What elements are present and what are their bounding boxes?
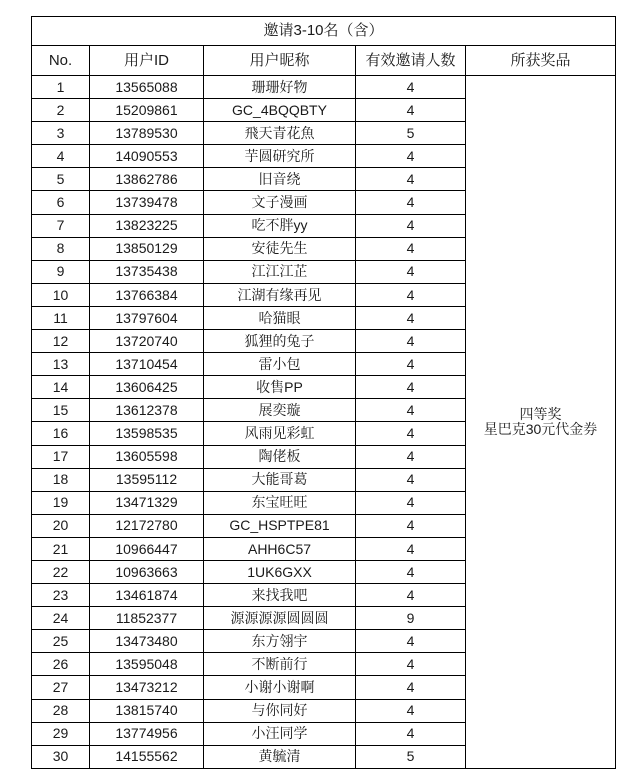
cell-no: 10 <box>32 283 90 306</box>
cell-nick: 不断前行 <box>204 653 356 676</box>
cell-count: 4 <box>356 676 466 699</box>
cell-count: 4 <box>356 699 466 722</box>
cell-nick: 小汪同学 <box>204 722 356 745</box>
cell-id: 13473480 <box>90 630 204 653</box>
cell-no: 13 <box>32 353 90 376</box>
cell-no: 21 <box>32 537 90 560</box>
cell-nick: 芋圆研究所 <box>204 145 356 168</box>
cell-count: 4 <box>356 76 466 99</box>
cell-no: 30 <box>32 745 90 768</box>
cell-nick: 大能哥葛 <box>204 468 356 491</box>
cell-count: 4 <box>356 399 466 422</box>
cell-id: 13797604 <box>90 306 204 329</box>
cell-id: 13461874 <box>90 584 204 607</box>
cell-nick: 陶佬板 <box>204 445 356 468</box>
cell-count: 4 <box>356 145 466 168</box>
cell-no: 23 <box>32 584 90 607</box>
cell-count: 4 <box>356 283 466 306</box>
cell-nick: 源源源源圆圆圆 <box>204 607 356 630</box>
cell-count: 4 <box>356 537 466 560</box>
cell-nick: 来找我吧 <box>204 584 356 607</box>
cell-count: 9 <box>356 607 466 630</box>
prize-item-label: 星巴克30元代金券 <box>483 420 598 437</box>
cell-id: 13473212 <box>90 676 204 699</box>
column-header-user-id: 用户ID <box>90 46 204 76</box>
cell-id: 13710454 <box>90 353 204 376</box>
cell-no: 8 <box>32 237 90 260</box>
cell-id: 13612378 <box>90 399 204 422</box>
cell-no: 6 <box>32 191 90 214</box>
cell-id: 13605598 <box>90 445 204 468</box>
cell-no: 11 <box>32 306 90 329</box>
cell-id: 10963663 <box>90 560 204 583</box>
cell-id: 13789530 <box>90 122 204 145</box>
cell-nick: 小谢小谢啊 <box>204 676 356 699</box>
cell-count: 4 <box>356 353 466 376</box>
cell-id: 10966447 <box>90 537 204 560</box>
cell-id: 13565088 <box>90 76 204 99</box>
cell-nick: 文子漫画 <box>204 191 356 214</box>
cell-no: 1 <box>32 76 90 99</box>
table-row <box>32 76 616 99</box>
cell-nick: AHH6C57 <box>204 537 356 560</box>
column-header-nickname: 用户昵称 <box>204 46 356 76</box>
cell-count: 4 <box>356 653 466 676</box>
cell-count: 4 <box>356 445 466 468</box>
cell-nick: GC_HSPTPE81 <box>204 514 356 537</box>
cell-count: 4 <box>356 191 466 214</box>
cell-id: 13774956 <box>90 722 204 745</box>
cell-nick: 1UK6GXX <box>204 560 356 583</box>
cell-no: 14 <box>32 376 90 399</box>
cell-id: 13739478 <box>90 191 204 214</box>
cell-no: 16 <box>32 422 90 445</box>
cell-nick: 东方翎宇 <box>204 630 356 653</box>
cell-nick: 安徒先生 <box>204 237 356 260</box>
cell-no: 12 <box>32 330 90 353</box>
cell-count: 5 <box>356 745 466 768</box>
cell-nick: 哈猫眼 <box>204 306 356 329</box>
invite-prize-table <box>31 16 616 769</box>
cell-id: 13598535 <box>90 422 204 445</box>
cell-id: 13862786 <box>90 168 204 191</box>
cell-nick: 吃不胖yy <box>204 214 356 237</box>
cell-count: 4 <box>356 584 466 607</box>
cell-nick: 与你同好 <box>204 699 356 722</box>
cell-id: 11852377 <box>90 607 204 630</box>
cell-nick: 狐狸的兔子 <box>204 330 356 353</box>
cell-nick: 飛天青花魚 <box>204 122 356 145</box>
cell-prize <box>466 76 616 769</box>
cell-no: 26 <box>32 653 90 676</box>
cell-nick: GC_4BQQBTY <box>204 99 356 122</box>
cell-id: 13815740 <box>90 699 204 722</box>
cell-nick: 江江江芷 <box>204 260 356 283</box>
cell-no: 5 <box>32 168 90 191</box>
cell-no: 27 <box>32 676 90 699</box>
cell-count: 4 <box>356 260 466 283</box>
cell-count: 4 <box>356 376 466 399</box>
cell-count: 4 <box>356 422 466 445</box>
cell-nick: 江湖有缘再见 <box>204 283 356 306</box>
cell-id: 14155562 <box>90 745 204 768</box>
cell-no: 3 <box>32 122 90 145</box>
column-header-invite-count: 有效邀请人数 <box>356 46 466 76</box>
cell-id: 14090553 <box>90 145 204 168</box>
column-header-prize: 所获奖品 <box>466 46 616 76</box>
cell-id: 13471329 <box>90 491 204 514</box>
cell-count: 4 <box>356 237 466 260</box>
cell-no: 29 <box>32 722 90 745</box>
cell-count: 5 <box>356 122 466 145</box>
cell-count: 4 <box>356 560 466 583</box>
column-header-no: No. <box>32 46 90 76</box>
cell-nick: 东宝旺旺 <box>204 491 356 514</box>
prize-table-container <box>31 16 615 769</box>
cell-id: 13606425 <box>90 376 204 399</box>
cell-no: 7 <box>32 214 90 237</box>
cell-count: 4 <box>356 330 466 353</box>
cell-id: 13595112 <box>90 468 204 491</box>
cell-nick: 展奕璇 <box>204 399 356 422</box>
cell-id: 15209861 <box>90 99 204 122</box>
cell-id: 13720740 <box>90 330 204 353</box>
cell-count: 4 <box>356 306 466 329</box>
cell-nick: 雷小包 <box>204 353 356 376</box>
cell-no: 25 <box>32 630 90 653</box>
cell-no: 20 <box>32 514 90 537</box>
cell-no: 15 <box>32 399 90 422</box>
cell-count: 4 <box>356 99 466 122</box>
table-header-row <box>32 46 616 76</box>
table-title: 邀请3-10名（含） <box>32 17 616 46</box>
cell-id: 12172780 <box>90 514 204 537</box>
cell-no: 17 <box>32 445 90 468</box>
cell-count: 4 <box>356 722 466 745</box>
cell-count: 4 <box>356 491 466 514</box>
cell-no: 22 <box>32 560 90 583</box>
cell-id: 13850129 <box>90 237 204 260</box>
cell-no: 2 <box>32 99 90 122</box>
cell-nick: 风雨见彩虹 <box>204 422 356 445</box>
cell-nick: 珊珊好物 <box>204 76 356 99</box>
cell-count: 4 <box>356 468 466 491</box>
cell-nick: 黄毓清 <box>204 745 356 768</box>
table-title-row <box>32 17 616 46</box>
cell-no: 18 <box>32 468 90 491</box>
cell-id: 13823225 <box>90 214 204 237</box>
cell-no: 24 <box>32 607 90 630</box>
cell-id: 13735438 <box>90 260 204 283</box>
cell-count: 4 <box>356 214 466 237</box>
cell-no: 19 <box>32 491 90 514</box>
cell-nick: 收售PP <box>204 376 356 399</box>
cell-id: 13766384 <box>90 283 204 306</box>
cell-count: 4 <box>356 514 466 537</box>
cell-count: 4 <box>356 168 466 191</box>
prize-tier-label: 四等奖 <box>519 406 562 423</box>
cell-count: 4 <box>356 630 466 653</box>
cell-no: 28 <box>32 699 90 722</box>
cell-nick: 旧音绕 <box>204 168 356 191</box>
cell-no: 9 <box>32 260 90 283</box>
cell-no: 4 <box>32 145 90 168</box>
cell-id: 13595048 <box>90 653 204 676</box>
